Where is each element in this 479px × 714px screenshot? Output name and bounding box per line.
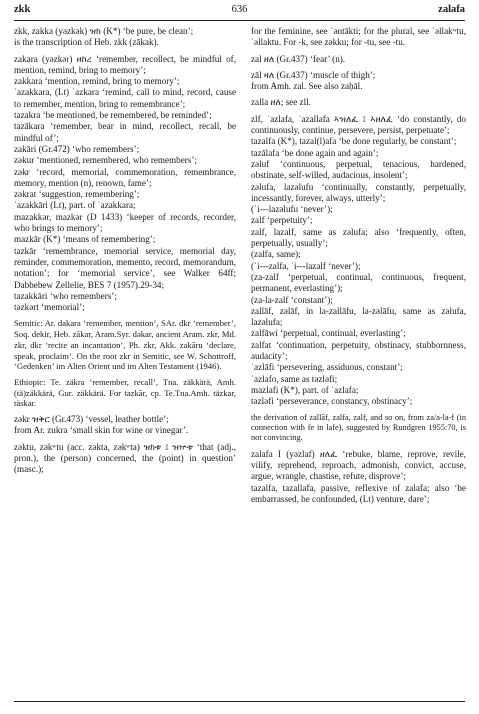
dictionary-entry-line: mazkār (K*) ‘means of remembering’; (14, 234, 156, 245)
dictionary-entry-line: zakkara ‘mention, remind, bring to memory’; (14, 76, 180, 87)
dictionary-entry-line: ʾazakkara, (Lt) ʾazkara ‘remind, call to mind, record, cause to remember, mention, bring to remembrance’; (14, 87, 236, 109)
dictionary-entry-line: zəlufa, lazəlufu ‘continually, constantly, perpetually, incessantly, forever, always, utterly’; (251, 181, 466, 203)
dictionary-entry-line: the derivation of zallāf, zalfa, zalf, and so on, from za/a-la-f (in connection with fe in lafe), suggested by Rundgren 1955:70, is not convincing. (251, 412, 466, 443)
dictionary-entry-line: zalf, lazalf, same as zəlufa; also ‘frequently, often, perpetually, usually’; (251, 226, 466, 249)
page-number: 636 (231, 4, 248, 15)
dictionary-entry-line: tazākara ‘remember, bear in mind, recollect, recall, be mindful of’; (14, 121, 236, 143)
dictionary-entry-line: mazlafi (K*), part. of ʾazlafa; (251, 384, 359, 395)
header-rule (14, 20, 465, 21)
dictionary-entry-line: zalf ‘perpetuity’; (251, 215, 313, 226)
dictionary-entry-line: tazalfa, tazallafa, passive, reflexive of zalafa; also ‘be embarrassed, be confounded, (Lt) venture, dare’; (251, 482, 466, 504)
dictionary-entry-line: tazakra ‘be mentioned, be remembered, be reminded’; (14, 110, 212, 121)
dictionary-entry-line: zəkr ‘record, memorial, commemoration, remembrance, memory, mention (n), renown, fame’; (14, 166, 236, 188)
dictionary-entry-line: təzkərt ‘memorial’; (14, 302, 85, 313)
dictionary-entry-line: ʾazakkāri (Lt), part. of ʾazakkara; (14, 200, 136, 211)
dictionary-entry-line: zəkr ዝቅር (Gr.473) ‘vessel, leather bottle’; (14, 414, 169, 425)
dictionary-entry-line: mazakkər, mazkər (D 1433) ‘keeper of records, recorder, who brings to memory’; (14, 211, 236, 234)
right-column (251, 26, 466, 505)
dictionary-entry-line: ʾazlafo, same as təzləfi; (251, 373, 338, 384)
dictionary-entry-line: zkk, zakka (yəzkək) ዝክ (K*) ‘be pure, be clean’; (14, 26, 194, 36)
dictionary-entry-line: zəluf ‘continuous, perpetual, tenacious, hardened, obstinate, self-willed, audacious, insolent’; (251, 158, 466, 181)
dictionary-entry-line: zalfāwi ‘perpetual, continual, everlasting’; (251, 328, 406, 339)
dictionary-entry-line: tazalfa (K*), tazal(l)afa ‘be done regularly, be constant’; (251, 136, 457, 147)
dictionary-entry-line: zlf, ʾazlafa, ʾazallafa ኣዝለፈ ፤ ኣዘለፈ ‘do constantly, do continuously, continue, persevere, persist, perpetuate’; (251, 113, 466, 136)
dictionary-entry-line: from Amh. zal. See also zaḥāl. (251, 81, 363, 92)
dictionary-entry-line: (za-zalf ‘perpetual, continual, continuous, frequent, permanent, everlasting’); (251, 271, 466, 294)
dictionary-entry-line: for the feminine, see ʾəntākti; for the plural, see ʾəllakʷtu, ʾəllaktu. For -k, see zəkku; for -tu, see -tu. (251, 26, 466, 48)
dictionary-entry-line: tazkār ‘remembrance, memorial service, memorial day, reminder, commemoration, memento, record, memorandum, notation’; for ‘memorial service’, see Walker 64ff; Dabbebew Zellelie, BES 7 (1957).29-34; (14, 245, 236, 290)
dictionary-entry-line: Ethiopic: Te. zäkra ‘remember, recall’, Tna. zäkkärä, Amh. (tä)zäkkärä, Gur. zäkkärä. For tazkār, cp. Te.Tna.Amh. täzkar, täskar. (14, 376, 236, 409)
dictionary-entry-line: tazakkāri ‘who remembers’; (14, 290, 117, 301)
dictionary-entry-line: zal ዘለ (Gr.437) ‘fear’ (n). (251, 53, 346, 64)
dictionary-entry-line: (zalfa, same); (251, 249, 301, 260)
header-guide-word-right: zalafa (438, 4, 465, 15)
dictionary-entry-line: zāl ዛለ (Gr.437) ‘muscle of thigh’; (251, 69, 376, 80)
footer-rule (14, 701, 465, 702)
dictionary-entry-line: (ʾi---lazəlufu ‘never’); (251, 204, 333, 215)
dictionary-entry-line: zəkrat ‘suggestion, remembering’; (14, 189, 140, 200)
dictionary-entry-line: zəkur ‘mentioned, remembered, who remembers’; (14, 155, 197, 166)
dictionary-entry-line: tazālafa ‘be done again and again’; (251, 147, 379, 158)
dictionary-entry-line: zalfat ‘continuation, perpetuity, obstinacy, stubbornness, audacity’; (251, 339, 466, 362)
dictionary-entry-line: zakara (yəzkər) ዘከረ ‘remember, recollect, be mindful of, mention, remind, bring to memory’; (14, 53, 236, 75)
left-column (14, 26, 236, 476)
dictionary-entry-line: təzləfi ‘perseverance, constancy, obstinacy’; (251, 396, 413, 407)
dictionary-entry-line: is the transcription of Heb. zkk (zākak). (14, 37, 159, 48)
dictionary-entry-line: zəktu, zəkʷtu (acc. zəkta, zəkʷta) ዝክቱ ፤ ዝኵቱ ‘that (adj., pron.), the (person) concerned, the (point) in question’ (masc.); (14, 441, 236, 475)
dictionary-entry-line: Semitic: Ar. dakara ‘remember, mention’, SAr. dkr ‘remember’, Soq. dekir, Heb. zākar, Aram.Syr. dəkar, ancient Aram. zkr, Md. zkr, dkr ‘recite an incantation’, Ph. zkr, Akk. zakāru ‘declare, speak, proclaim’. On the root zkr in Semitic, see W. Schottroff, ‘Gedenken’ im Alten Orient und im Alten Testament (1946). (14, 318, 236, 372)
dictionary-entry-line: (za-la-zalf ‘constant’); (251, 294, 333, 305)
dictionary-entry-line: zakāri (Gr.472) ‘who remembers’; (14, 143, 140, 154)
dictionary-entry-line: zallāf, zəlāf, in la-zallāfu, la-zəlāfu, same as zəlufa, lazəlufa; (251, 305, 466, 328)
dictionary-entry-line: (ʾi---zalfa, ʾi---lazalf ‘never’); (251, 260, 361, 271)
page-header (14, 4, 465, 20)
dictionary-entry-line: zalafa I (yəzlaf) ዘለፈ ‘rebuke, blame, reprove, revile, vilify, reprehend, reproach, admonish, convict, accuse, argue, wrangle, chastise, refute, disprove’; (251, 448, 466, 482)
dictionary-entry-line: ʾazlāfi ‘persevering, assiduous, constant’; (251, 362, 403, 373)
dictionary-entry-line: from Ar. zukra ‘small skin for wine or vinegar’. (14, 425, 189, 436)
dictionary-entry-line: zalla ዘለ; see zll. (251, 97, 311, 108)
header-guide-word-left: zkk (14, 4, 31, 15)
